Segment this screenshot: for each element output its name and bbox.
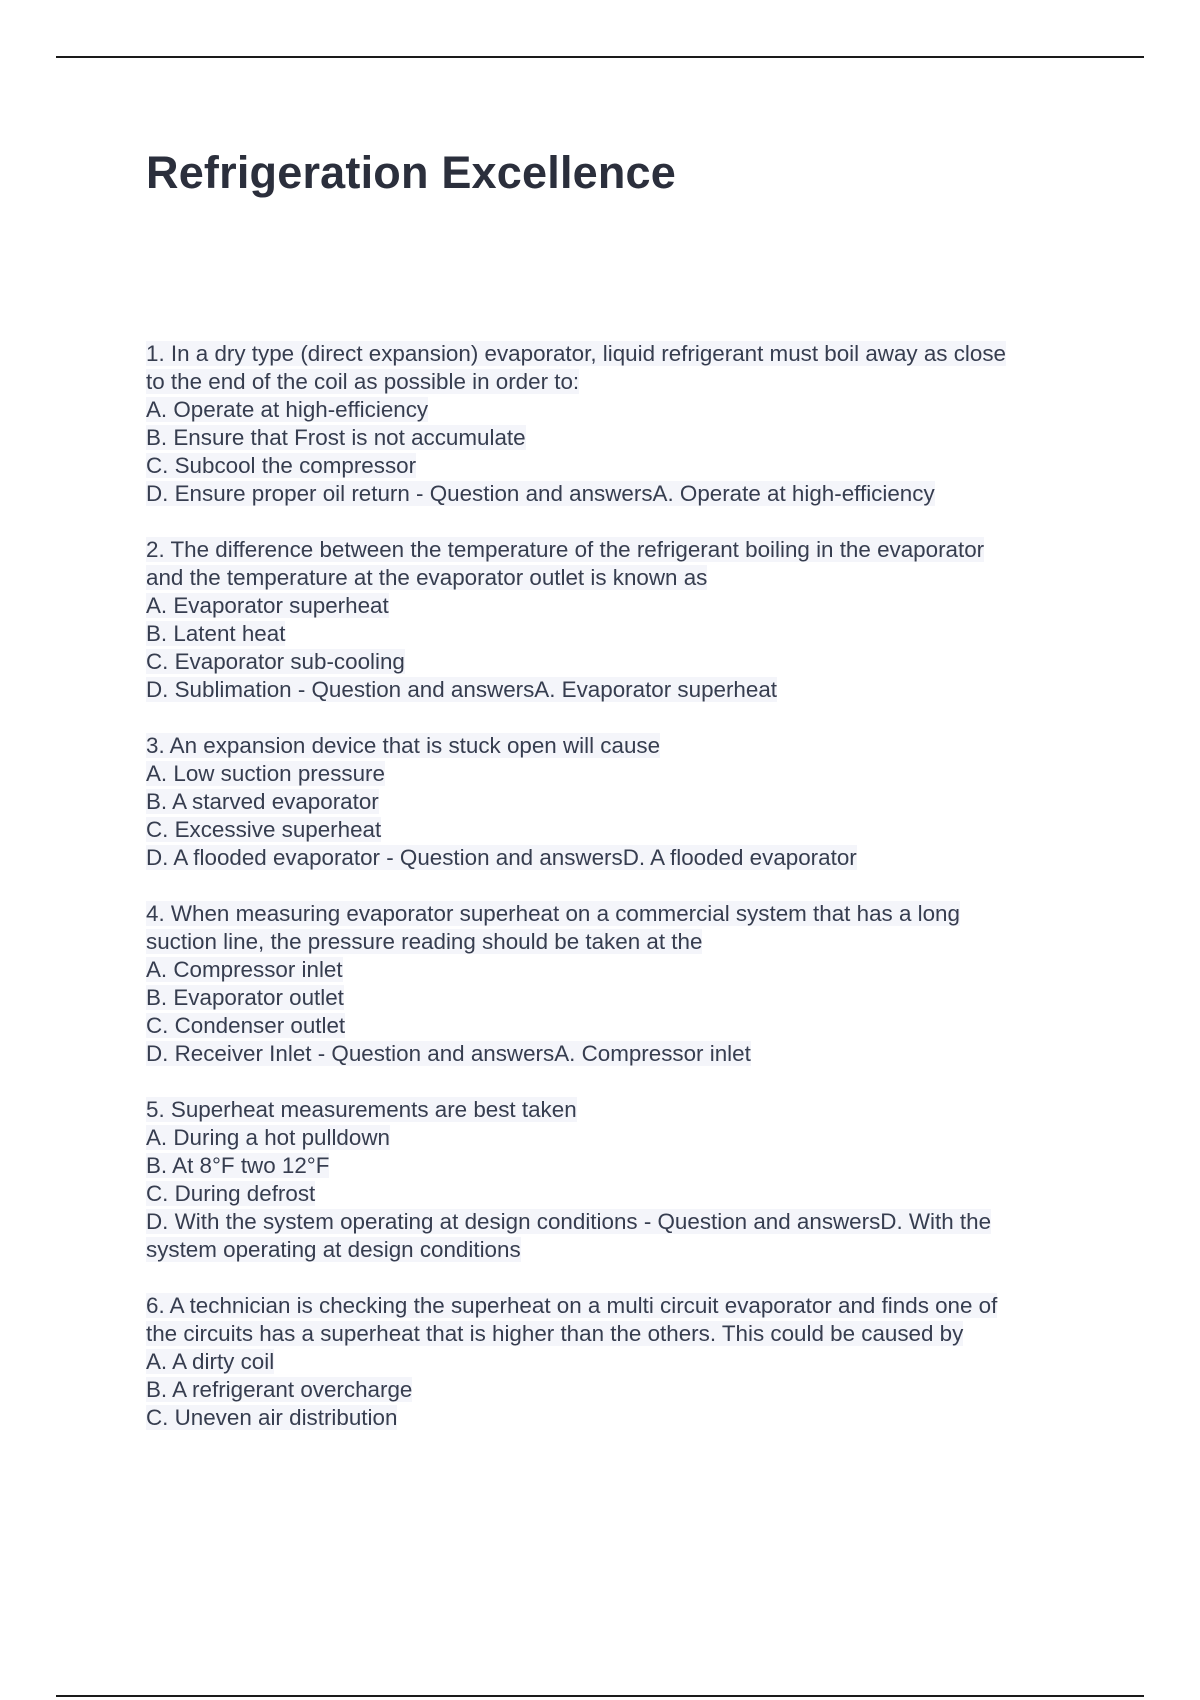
question-5-option-d bbox=[146, 1208, 1096, 1236]
question-5-option-b bbox=[146, 1152, 1096, 1180]
question-5-line-1 bbox=[146, 1096, 1096, 1124]
question-6-option-b bbox=[146, 1376, 1096, 1404]
question-6-line-2 bbox=[146, 1320, 1096, 1348]
question-3-option-b-text: B. A starved evaporator bbox=[146, 789, 379, 814]
question-3-option-d bbox=[146, 844, 1096, 872]
question-5-option-d-cont bbox=[146, 1236, 1096, 1264]
question-3-line-1 bbox=[146, 732, 1096, 760]
question-4-option-a bbox=[146, 956, 1096, 984]
question-1-option-a-text: A. Operate at high-efficiency bbox=[146, 397, 429, 422]
question-6-line-1 bbox=[146, 1292, 1096, 1320]
question-2-option-a-text: A. Evaporator superheat bbox=[146, 593, 389, 618]
question-4-option-b bbox=[146, 984, 1096, 1012]
question-5-option-a-text: A. During a hot pulldown bbox=[146, 1125, 390, 1150]
question-1-option-b bbox=[146, 424, 1096, 452]
question-6 bbox=[146, 1292, 1096, 1432]
question-2-text-2: and the temperature at the evaporator outlet is known as bbox=[146, 565, 708, 590]
question-2 bbox=[146, 536, 1096, 704]
question-6-option-b-text: B. A refrigerant overcharge bbox=[146, 1377, 413, 1402]
question-2-option-b bbox=[146, 620, 1096, 648]
bottom-rule bbox=[56, 1695, 1144, 1697]
question-1-option-c-text: C. Subcool the compressor bbox=[146, 453, 417, 478]
question-2-option-d-text: D. Sublimation - Question and answersA. Evaporator superheat bbox=[146, 677, 778, 702]
question-1-line-2 bbox=[146, 368, 1096, 396]
question-5-option-c bbox=[146, 1180, 1096, 1208]
question-1-text-1: 1. In a dry type (direct expansion) evaporator, liquid refrigerant must boil away as close bbox=[146, 341, 1006, 366]
question-5-option-a bbox=[146, 1124, 1096, 1152]
question-6-text-1: 6. A technician is checking the superheat on a multi circuit evaporator and finds one of bbox=[146, 1293, 998, 1318]
question-list bbox=[146, 340, 1096, 1460]
question-3-option-c-text: C. Excessive superheat bbox=[146, 817, 382, 842]
question-2-line-1 bbox=[146, 536, 1096, 564]
question-4-option-d bbox=[146, 1040, 1096, 1068]
question-2-option-a bbox=[146, 592, 1096, 620]
question-1-option-b-text: B. Ensure that Frost is not accumulate bbox=[146, 425, 526, 450]
question-6-option-c-text: C. Uneven air distribution bbox=[146, 1405, 398, 1430]
question-1-text-2: to the end of the coil as possible in order to: bbox=[146, 369, 580, 394]
question-5-option-b-text: B. At 8°F two 12°F bbox=[146, 1153, 330, 1178]
question-1 bbox=[146, 340, 1096, 508]
question-6-option-a bbox=[146, 1348, 1096, 1376]
question-4-text-2: suction line, the pressure reading should be taken at the bbox=[146, 929, 703, 954]
question-4-option-c-text: C. Condenser outlet bbox=[146, 1013, 346, 1038]
question-3-option-d-text: D. A flooded evaporator - Question and answersD. A flooded evaporator bbox=[146, 845, 857, 870]
question-5-option-d-text-cont: system operating at design conditions bbox=[146, 1237, 521, 1262]
question-4-option-d-text: D. Receiver Inlet - Question and answersA. Compressor inlet bbox=[146, 1041, 751, 1066]
question-2-option-d bbox=[146, 676, 1096, 704]
question-4-text-1: 4. When measuring evaporator superheat on a commercial system that has a long bbox=[146, 901, 960, 926]
question-5-text-1: 5. Superheat measurements are best taken bbox=[146, 1097, 577, 1122]
question-6-option-a-text: A. A dirty coil bbox=[146, 1349, 275, 1374]
question-2-option-c bbox=[146, 648, 1096, 676]
question-2-option-b-text: B. Latent heat bbox=[146, 621, 286, 646]
question-4-line-1 bbox=[146, 900, 1096, 928]
question-5-option-d-text: D. With the system operating at design conditions - Question and answersD. With the bbox=[146, 1209, 992, 1234]
question-3-text-1: 3. An expansion device that is stuck open will cause bbox=[146, 733, 661, 758]
question-3-option-a-text: A. Low suction pressure bbox=[146, 761, 385, 786]
question-4-option-c bbox=[146, 1012, 1096, 1040]
question-2-text-1: 2. The difference between the temperature of the refrigerant boiling in the evaporator bbox=[146, 537, 985, 562]
question-1-option-c bbox=[146, 452, 1096, 480]
question-5 bbox=[146, 1096, 1096, 1264]
question-3 bbox=[146, 732, 1096, 872]
question-4-option-a-text: A. Compressor inlet bbox=[146, 957, 343, 982]
question-1-option-a bbox=[146, 396, 1096, 424]
question-5-option-c-text: C. During defrost bbox=[146, 1181, 316, 1206]
question-1-option-d bbox=[146, 480, 1096, 508]
question-1-line-1 bbox=[146, 340, 1096, 368]
question-1-option-d-text: D. Ensure proper oil return - Question and answersA. Operate at high-efficiency bbox=[146, 481, 935, 506]
question-4 bbox=[146, 900, 1096, 1068]
question-2-line-2 bbox=[146, 564, 1096, 592]
question-6-option-c bbox=[146, 1404, 1096, 1432]
top-rule bbox=[56, 56, 1144, 58]
question-4-line-2 bbox=[146, 928, 1096, 956]
question-6-text-2: the circuits has a superheat that is higher than the others. This could be caused by bbox=[146, 1321, 964, 1346]
question-3-option-b bbox=[146, 788, 1096, 816]
question-3-option-c bbox=[146, 816, 1096, 844]
question-4-option-b-text: B. Evaporator outlet bbox=[146, 985, 344, 1010]
question-3-option-a bbox=[146, 760, 1096, 788]
question-2-option-c-text: C. Evaporator sub-cooling bbox=[146, 649, 405, 674]
document-title: Refrigeration Excellence bbox=[146, 147, 677, 198]
